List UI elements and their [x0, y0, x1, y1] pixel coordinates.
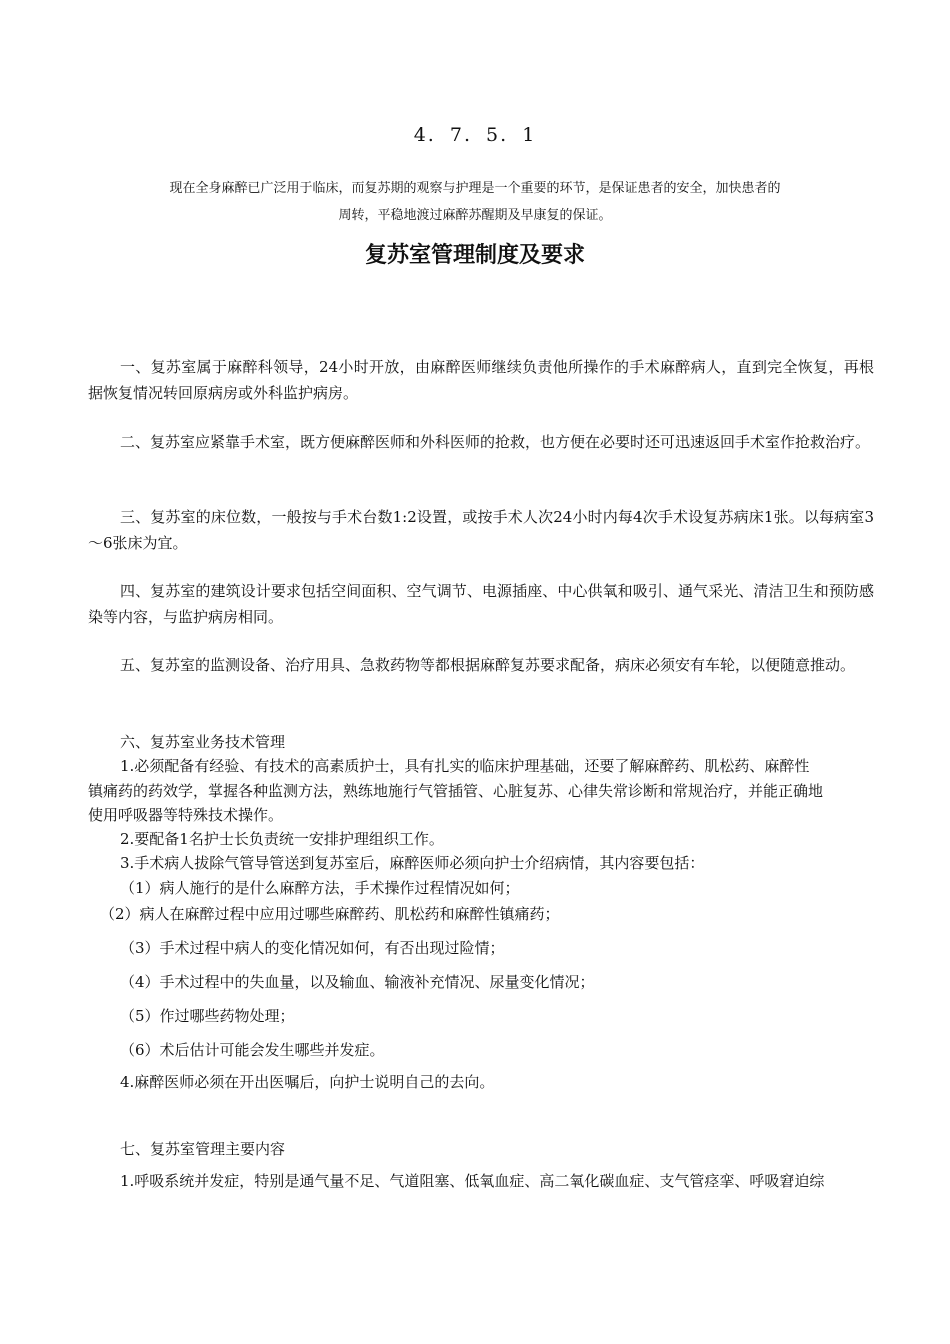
paragraph-2: 二、复苏室应紧靠手术室，既方便麻醉医师和外科医师的抢救，也方便在必要时还可迅速返回手术室作抢救治疗。: [120, 433, 871, 451]
paragraph-5: 五、复苏室的监测设备、治疗用具、急救药物等都根据麻醉复苏要求配备，病床必须安有车轮，以便随意推动。: [120, 656, 856, 674]
section-6-item-4: 4.麻醉医师必须在开出医嘱后，向护士说明自己的去向。: [120, 1073, 495, 1091]
section-6-item-1-line-2: 镇痛药的药效学，掌握各种监测方法，熟练地施行气管插管、心脏复苏、心律失常诊断和常规治疗，并能正确地: [88, 782, 824, 800]
intro-text: [140, 175, 810, 229]
section-6-item-1-line-1: 1.必须配备有经验、有技术的高素质护士，具有扎实的临床护理基础，还要了解麻醉药、肌松药、麻醉性: [120, 757, 810, 775]
paragraph-4: 四、复苏室的建筑设计要求包括空间面积、空气调节、电源插座、中心供氧和吸引、通气采光、清洁卫生和预防感染等内容，与监护病房相同。: [88, 582, 874, 626]
paragraph-1: 一、复苏室属于麻醉科领导，24小时开放，由麻醉医师继续负责他所操作的手术麻醉病人，直到完全恢复，再根据恢复情况转回原病房或外科监护病房。: [88, 358, 874, 402]
section-7-item-1-line-1: 1.呼吸系统并发症，特别是通气量不足、气道阻塞、低氧血症、高二氧化碳血症、支气管痉挛、呼吸窘迫综: [120, 1172, 825, 1190]
section-6-item-3: 3.手术病人拔除气管导管送到复苏室后，麻醉医师必须向护士介绍病情，其内容要包括：: [120, 854, 705, 872]
section-6-item-1-line-3: 使用呼吸器等特殊技术操作。: [88, 806, 284, 824]
section-6-sub-2: （2）病人在麻醉过程中应用过哪些麻醉药、肌松药和麻醉性镇痛药；: [100, 905, 560, 923]
section-6-sub-6: （6）术后估计可能会发生哪些并发症。: [120, 1041, 385, 1059]
section-6-sub-5: （5）作过哪些药物处理；: [120, 1007, 295, 1025]
section-number: 4. 7. 5. 1: [413, 124, 537, 146]
section-6-heading: 六、复苏室业务技术管理: [120, 733, 286, 751]
section-7-heading: 七、复苏室管理主要内容: [120, 1140, 286, 1158]
section-6-sub-3: （3）手术过程中病人的变化情况如何，有否出现过险情；: [120, 939, 505, 957]
section-6-item-2: 2.要配备1名护士长负责统一安排护理组织工作。: [120, 830, 444, 848]
section-6-sub-1: （1）病人施行的是什么麻醉方法，手术操作过程情况如何；: [120, 879, 520, 897]
section-6-sub-4: （4）手术过程中的失血量，以及输血、输液补充情况、尿量变化情况；: [120, 973, 595, 991]
document-title: 复苏室管理制度及要求: [364, 243, 585, 268]
intro-line-1: 现在全身麻醉已广泛用于临床，而复苏期的观察与护理是一个重要的环节，是保证患者的安全，加快患者的: [169, 181, 781, 196]
intro-line-2: 周转，平稳地渡过麻醉苏醒期及早康复的保证。: [338, 208, 612, 223]
paragraph-3: 三、复苏室的床位数，一般按与手术台数1:2设置，或按手术人次24小时内每4次手术设复苏病床1张。以每病室3～6张床为宜。: [88, 508, 874, 552]
